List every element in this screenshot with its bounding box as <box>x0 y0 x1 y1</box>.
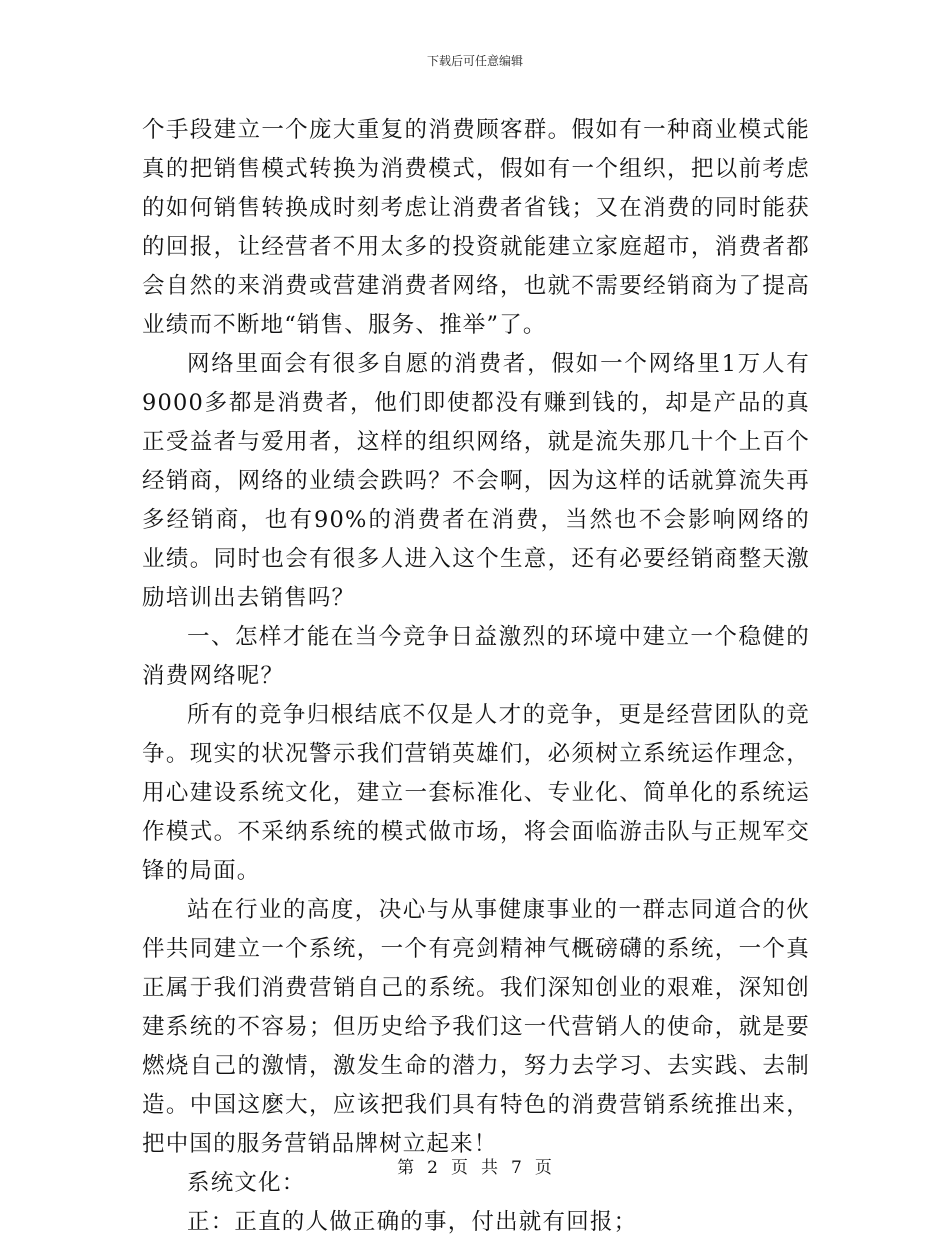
footer-ye: 页 <box>451 1158 469 1178</box>
footer-total-pages: 7 <box>511 1158 523 1178</box>
paragraph-7: 正：正直的人做正确的事，付出就有回报； <box>187 1209 638 1235</box>
paragraph-6-label: 系统文化： <box>187 1170 306 1196</box>
document-body <box>142 111 810 1242</box>
page-header: 下载后可任意编辑 <box>426 54 523 68</box>
footer-page-number: 2 <box>427 1158 439 1178</box>
paragraph-3-heading: 一、怎样才能在当今竞争日益激烈的环境中建立一个稳健的消费网络呢？ <box>142 624 810 689</box>
paragraph-1: 个手段建立一个庞大重复的消费顾客群。假如有一种商业模式能真的把销售模式转换为消费模式，假如有一个组织，把以前考虑的如何销售转换成时刻考虑让消费者省钱；又在消费的同时能获的回报，让经营者不用太多的投资就能建立家庭超市，消费者都会自然的来消费或营建消费者网络，也就不需要经销商为了提高业绩而不断地“销售、服务、推举”了。 <box>142 117 810 338</box>
footer-gong: 共 <box>481 1158 499 1178</box>
footer-ye2: 页 <box>534 1158 553 1178</box>
footer-di: 第 <box>397 1158 416 1178</box>
paragraph-2: 网络里面会有很多自愿的消费者，假如一个网络里1万人有9000多都是消费者，他们即使都没有赚到钱的，却是产品的真正受益者与爱用者，这样的组织网络，就是流失那几十个上百个经销商，网络的业绩会跌吗？不会啊，因为这样的话就算流失再多经销商，也有90%的消费者在消费，当然也不会影响网络的业绩。同时也会有很多人进入这个生意，还有必要经销商整天激励培训出去销售吗？ <box>142 351 810 611</box>
page-footer <box>0 1153 950 1178</box>
paragraph-4: 所有的竞争归根结底不仅是人才的竞争，更是经营团队的竞争。现实的状况警示我们营销英雄们，必须树立系统运作理念，用心建设系统文化，建立一套标准化、专业化、简单化的系统运作模式。不采纳系统的模式做市场，将会面临游击队与正规军交锋的局面。 <box>142 702 810 884</box>
paragraph-5: 站在行业的高度，决心与从事健康事业的一群志同道合的伙伴共同建立一个系统，一个有亮剑精神气概磅礴的系统，一个真正属于我们消费营销自己的系统。我们深知创业的艰难，深知创建系统的不容易；但历史给予我们这一代营销人的使命，就是要燃烧自己的激情，激发生命的潜力，努力去学习、去实践、去制造。中国这麽大，应该把我们具有特色的消费营销系统推出来，把中国的服务营销品牌树立起来！ <box>142 897 810 1157</box>
